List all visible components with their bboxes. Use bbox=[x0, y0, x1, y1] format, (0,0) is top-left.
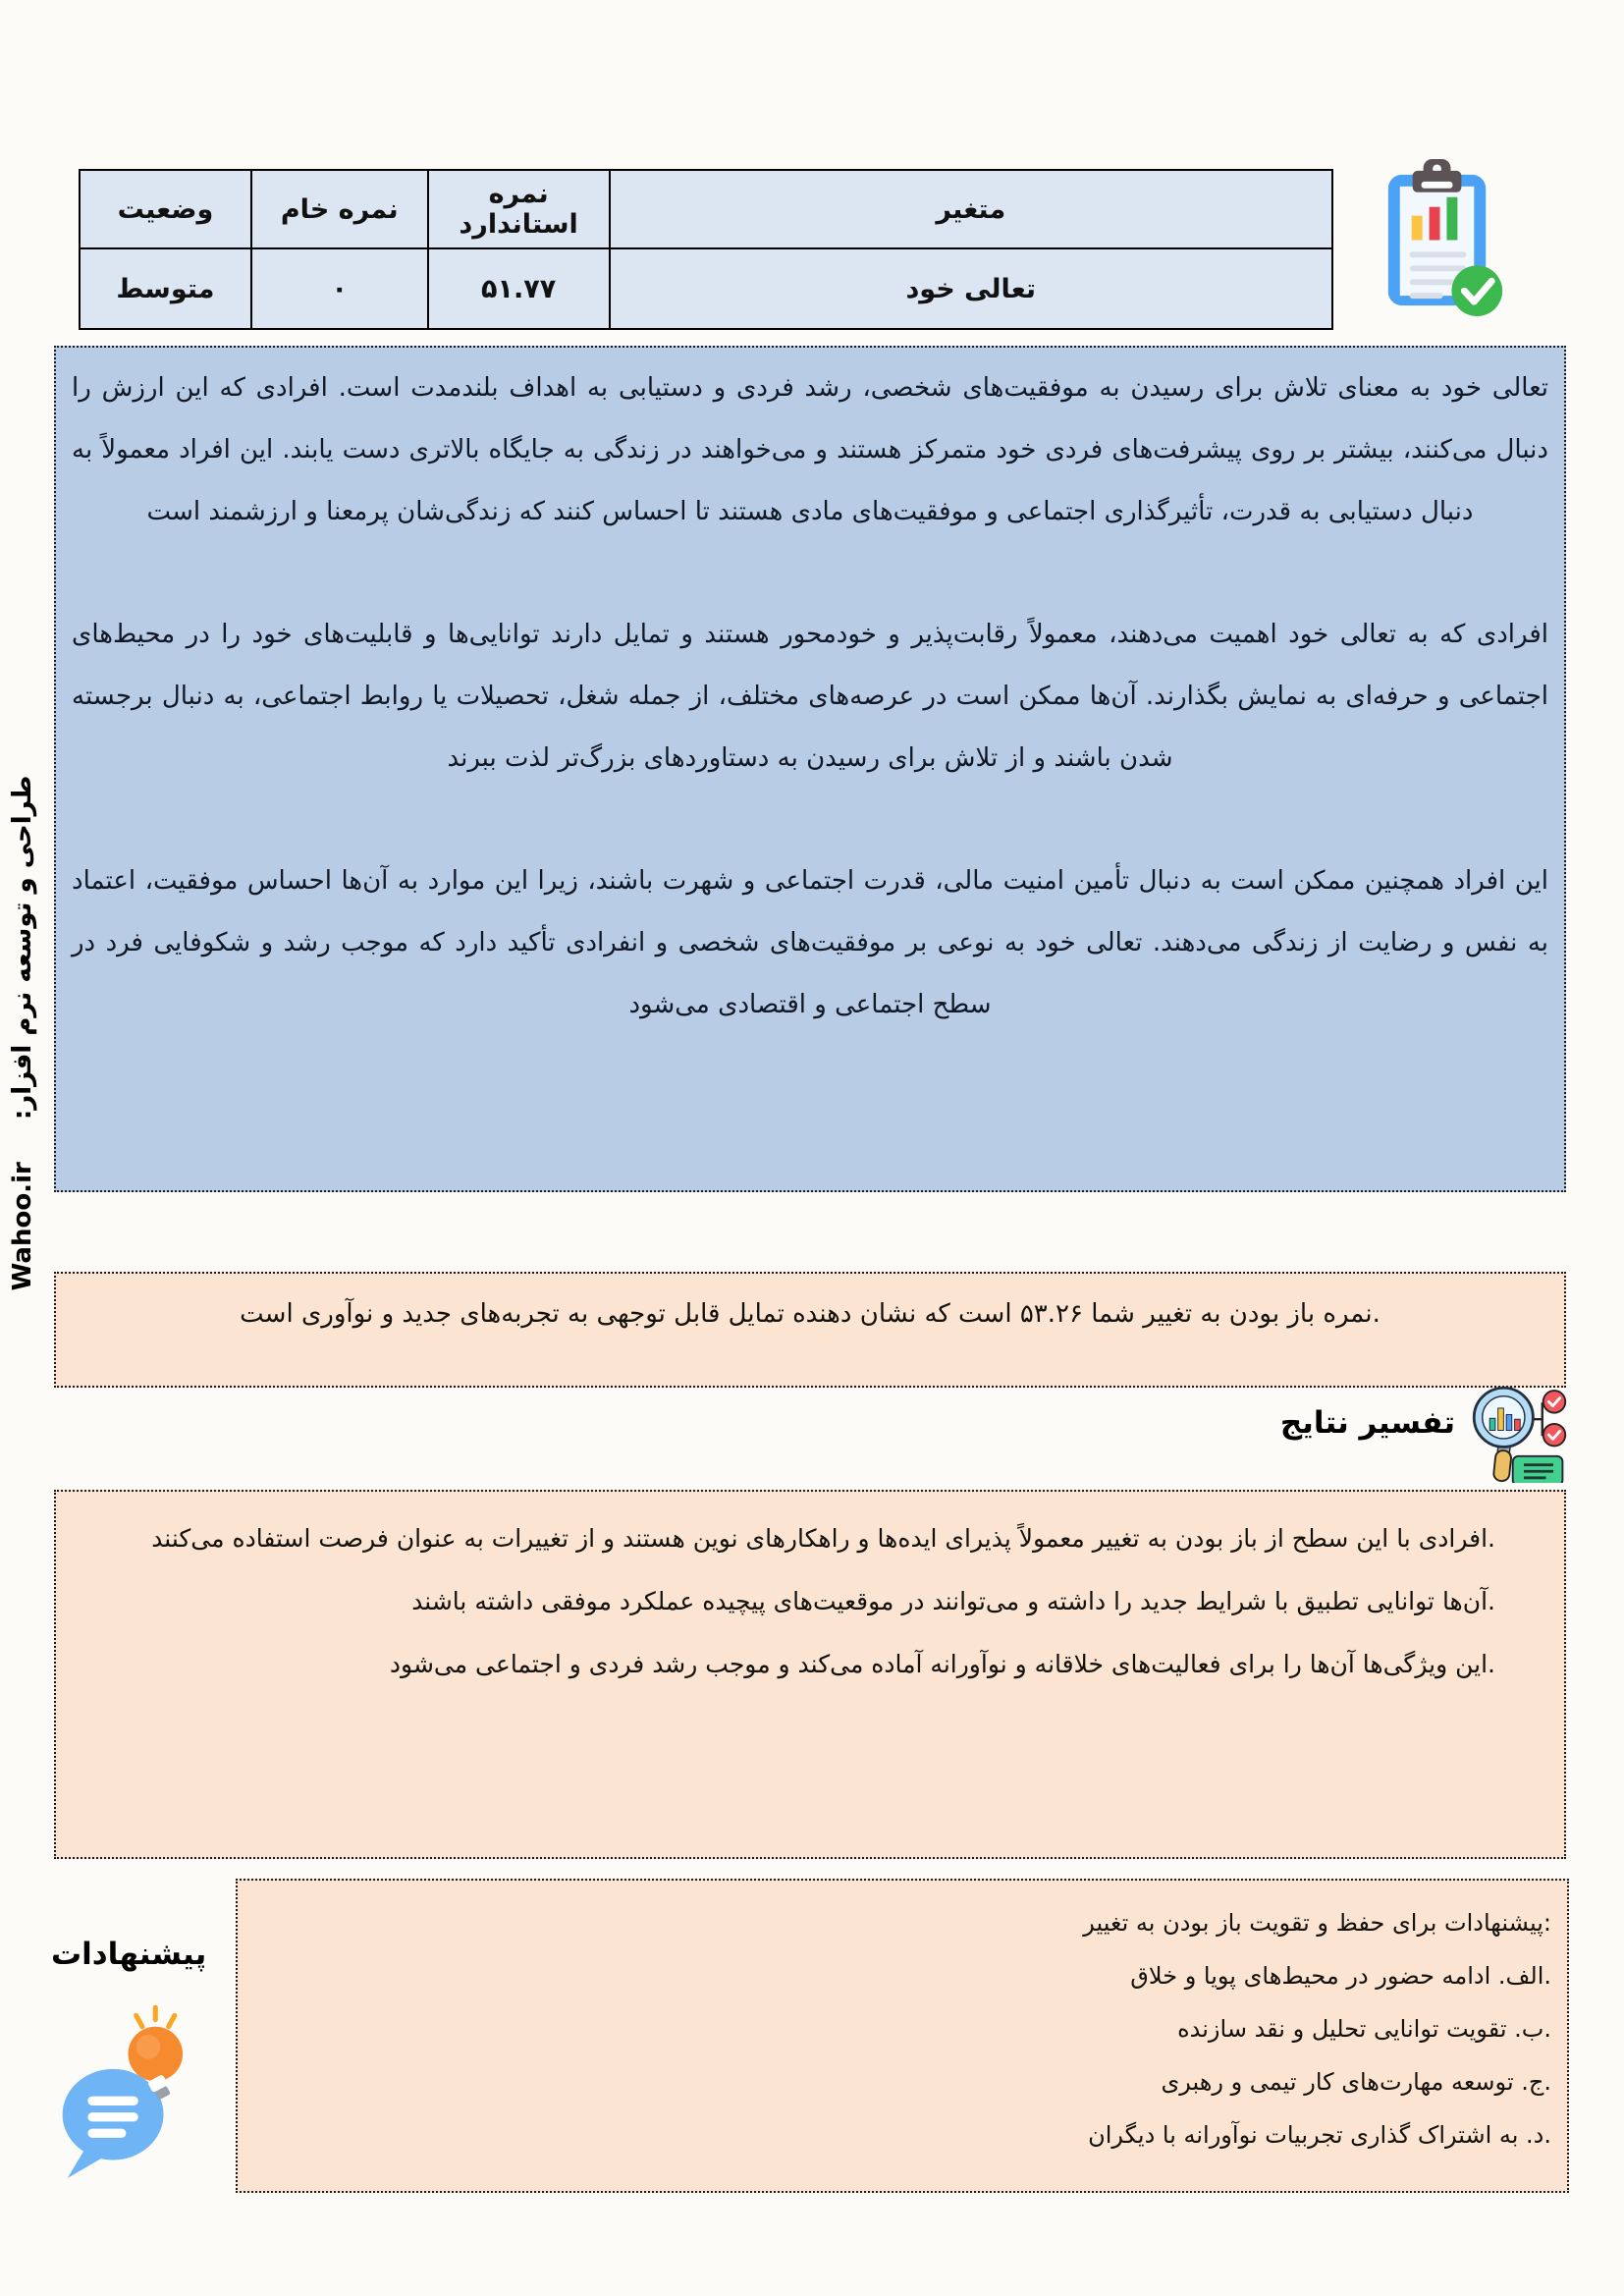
suggestions-panel bbox=[236, 1879, 1569, 2193]
table-value-row bbox=[80, 248, 1332, 329]
cell-variable: تعالی خود bbox=[610, 248, 1332, 329]
suggestion-line: :پیشنهادات برای حفظ و تقویت باز بودن به تغییر bbox=[1083, 1909, 1551, 1937]
credit-label: طراحی و توسعه نرم افزار: bbox=[8, 775, 37, 1121]
header-standard-score: نمره استاندارد bbox=[428, 170, 610, 248]
cell-raw-score: ۰ bbox=[251, 248, 428, 329]
openness-note-panel bbox=[54, 1272, 1566, 1388]
table-header-row bbox=[80, 170, 1332, 248]
interpretation-line: .این ویژگی‌ها آن‌ها را برای فعالیت‌های خلاقانه و نوآورانه آماده می‌کند و موجب رشد فردی و اجتماعی می‌شود bbox=[389, 1650, 1495, 1678]
cell-status: متوسط bbox=[80, 248, 251, 329]
suggestions-label: پیشنهادات bbox=[51, 1937, 207, 1972]
cell-standard-score: ۵۱.۷۷ bbox=[428, 248, 610, 329]
header-raw-score: نمره خام bbox=[251, 170, 428, 248]
suggestion-line: .ج. توسعه مهارت‌های کار تیمی و رهبری bbox=[1161, 2068, 1551, 2096]
description-paragraph: این افراد همچنین ممکن است به دنبال تأمین امنیت مالی، قدرت اجتماعی و شهرت باشند، زیرا این موارد به آن‌ها احساس موفقیت، اعتماد به نفس و رضایت از زندگی می‌دهند. تعالی خود به نوعی بر موفقیت‌های شخصی و انفرادی تأکید دارد که موجب رشد و شکوفایی فرد در سطح اجتماعی و اقتصادی می‌شود bbox=[72, 866, 1548, 1019]
sidebar-credit bbox=[8, 699, 47, 1367]
score-table bbox=[79, 169, 1333, 330]
clipboard-checklist-icon bbox=[1380, 157, 1506, 318]
results-heading-row bbox=[1280, 1377, 1569, 1483]
suggestion-line: .د. به اشتراک گذاری تجربیات نوآورانه با دیگران bbox=[1088, 2121, 1551, 2149]
description-paragraph: افرادی که به تعالی خود اهمیت می‌دهند، معمولاً رقابت‌پذیر و خودمحور هستند و تمایل دارند توانایی‌ها و قابلیت‌های خود را در محیط‌های اجتماعی و حرفه‌ای به نمایش بگذارند. آن‌ها ممکن است در عرصه‌های مختلف، از جمله شغل، تحصیلات یا روابط اجتماعی، به دنبال برجسته شدن باشند و از تلاش برای رسیدن به دستاوردهای بزرگ‌تر لذت ببرند bbox=[72, 620, 1548, 773]
description-paragraph: تعالی خود به معنای تلاش برای رسیدن به موفقیت‌های شخصی، رشد فردی و دستیابی به اهداف بلندمدت است. افرادی که این ارزش را دنبال می‌کنند، بیشتر بر روی پیشرفت‌های فردی خود متمرکز هستند و می‌خواهند در زندگی به جایگاه بالاتری دست یابند. این افراد معمولاً به دنبال دستیابی به قدرت، تأثیرگذاری اجتماعی و موفقیت‌های مادی هستند تا احساس کنند که زندگی‌شان پرمعنا و ارزشمند است bbox=[72, 373, 1548, 526]
header-status: وضعیت bbox=[80, 170, 251, 248]
interpretation-panel bbox=[54, 1490, 1566, 1859]
suggestion-line: .الف. ادامه حضور در محیط‌های پویا و خلاق bbox=[1130, 1962, 1551, 1990]
openness-note-text: .نمره باز بودن به تغییر شما ۵۳.۲۶ است که نشان دهنده تمایل قابل توجهی به تجربه‌های جدید و نوآوری است bbox=[240, 1299, 1380, 1329]
interpretation-line: .افرادی با این سطح از باز بودن به تغییر معمولاً پذیرای ایده‌ها و راهکارهای نوین هستند و از تغییرات به عنوان فرصت استفاده می‌کنند bbox=[151, 1524, 1495, 1553]
magnifier-chart-icon bbox=[1463, 1377, 1569, 1483]
header-variable: متغیر bbox=[610, 170, 1332, 248]
suggestion-line: .ب. تقویت توانایی تحلیل و نقد سازنده bbox=[1177, 2015, 1551, 2043]
brand-name: Wahoo.ir bbox=[8, 1162, 37, 1291]
variable-description-panel bbox=[54, 346, 1566, 1192]
results-heading: تفسیر نتایج bbox=[1279, 1405, 1455, 1441]
chat-lightbulb-icon bbox=[57, 2001, 199, 2178]
interpretation-line: .آن‌ها توانایی تطبیق با شرایط جدید را داشته و می‌توانند در موقعیت‌های پیچیده عملکرد موفقی داشته باشند bbox=[411, 1587, 1495, 1615]
